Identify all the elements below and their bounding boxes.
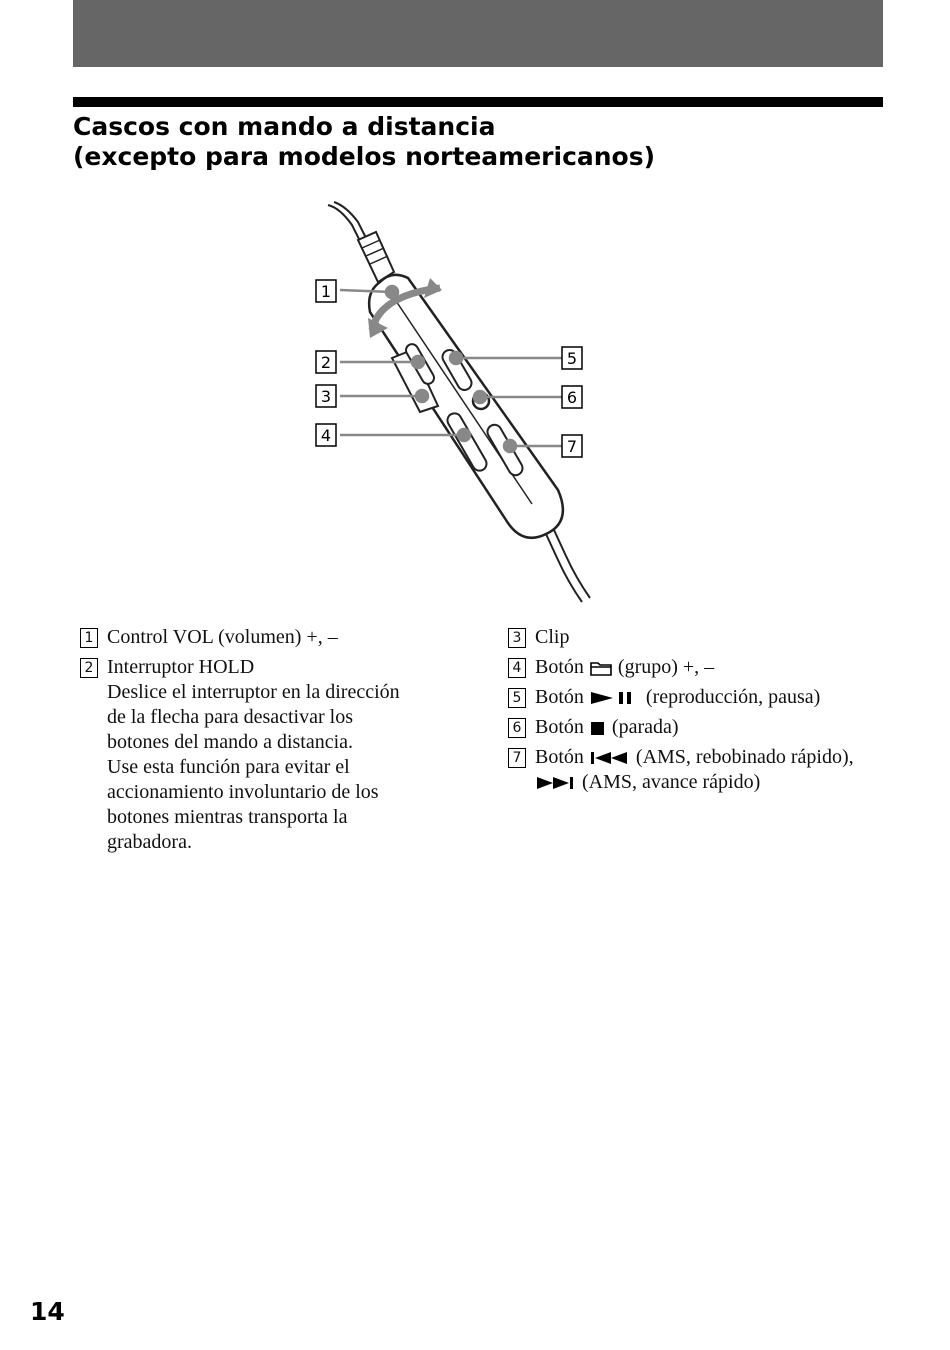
list-item [80,625,460,650]
item-description: botones del mando a distancia. [107,731,354,753]
list-item [508,655,928,680]
item-text: Clip [535,626,570,648]
list-item [508,745,928,795]
item-number: 2 [80,658,98,678]
item-suffix: (grupo) +, – [617,656,715,678]
callout-6: 6 [566,388,578,407]
list-item [508,715,928,740]
item-number: 7 [508,748,526,768]
folder-icon [589,659,613,677]
item-number: 4 [508,658,526,678]
item-number: 3 [508,628,526,648]
callout-1: 1 [320,282,332,301]
list-item [80,655,460,855]
item-suffix: (AMS, rebobinado rápido), [635,746,854,768]
item-description: Deslice el interruptor en la dirección [107,681,400,703]
items-right-column [508,625,928,800]
item-second-line [535,770,928,795]
page-number: 14 [30,1297,65,1326]
list-item [508,625,928,650]
list-item [508,685,928,710]
items-left-column [80,625,460,860]
item-suffix-2: (AMS, avance rápido) [582,771,761,793]
section-title [73,112,883,172]
callout-3: 3 [320,387,332,406]
title-line-1: Cascos con mando a distancia [73,112,496,141]
stop-icon [589,719,607,737]
callout-5: 5 [566,349,578,368]
cable-connector [358,232,394,282]
item-description: botones mientras transporta la [107,806,348,828]
item-suffix: (parada) [611,716,679,738]
item-number: 5 [508,688,526,708]
item-prefix: Botón [535,686,584,708]
bottom-cable [546,534,582,602]
item-description: accionamiento involuntario de los [107,781,379,803]
item-number: 6 [508,718,526,738]
item-text: Interruptor HOLD [107,656,255,678]
item-prefix: Botón [535,746,584,768]
next-track-icon [535,774,577,792]
play-pause-icon [589,689,641,707]
callout-7: 7 [566,437,578,456]
callout-2: 2 [320,353,332,372]
header-band [73,0,883,67]
item-prefix: Botón [535,716,584,738]
title-line-2: (excepto para modelos norteamericanos) [73,142,656,171]
callout-4: 4 [320,426,332,445]
item-text: Control VOL (volumen) +, – [107,626,338,648]
top-cable [328,205,362,245]
item-description: grabadora. [107,831,192,853]
section-rule [73,97,883,107]
remote-control-diagram [300,200,620,610]
item-number: 1 [80,628,98,648]
item-description: Use esta función para evitar el [107,756,350,778]
item-prefix: Botón [535,656,584,678]
item-description: de la flecha para desactivar los [107,706,353,728]
previous-track-icon [589,749,631,767]
item-suffix: (reproducción, pausa) [645,686,821,708]
